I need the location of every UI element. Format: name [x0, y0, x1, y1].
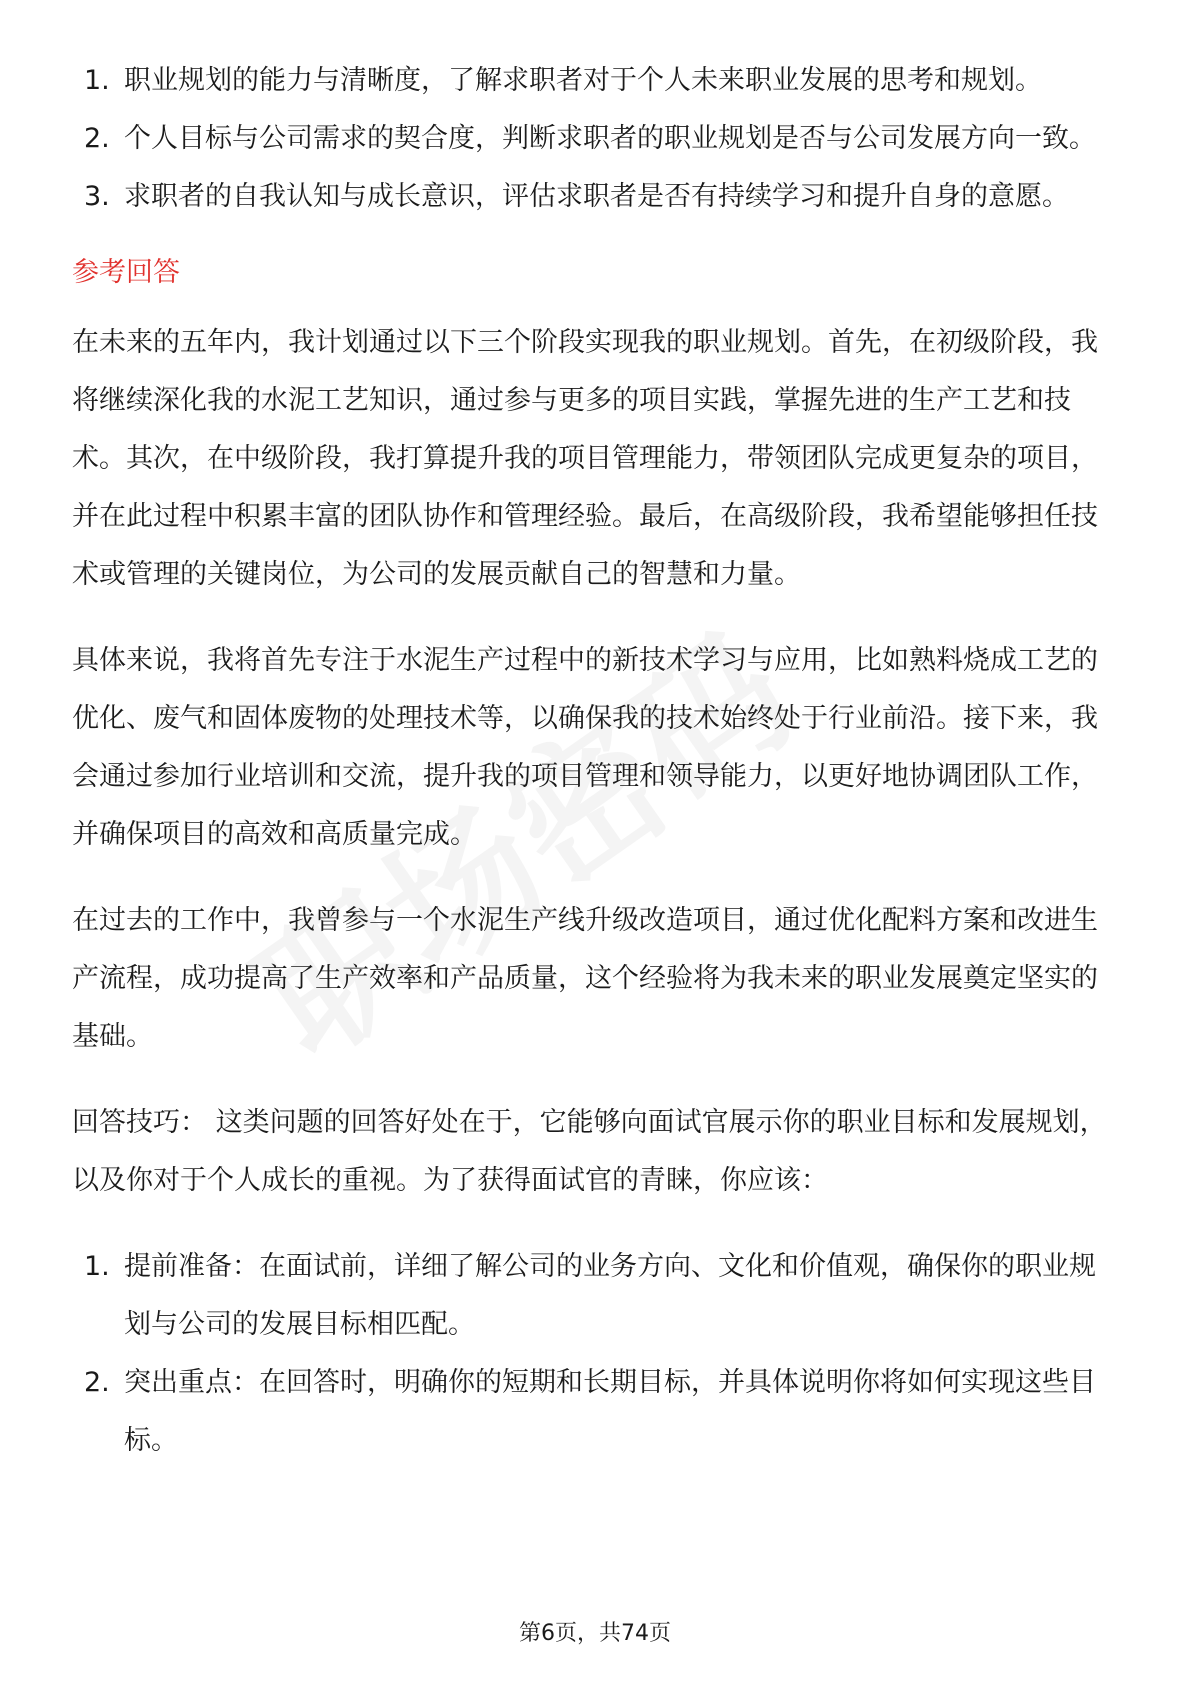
list-item: 1. 职业规划的能力与清晰度，了解求职者对于个人未来职业发展的思考和规划。	[84, 65, 1042, 96]
evaluation-points-list	[72, 52, 1118, 226]
tips-list	[72, 1238, 1118, 1470]
list-item: 2. 突出重点：在回答时，明确你的短期和长期目标，并具体说明你将如何实现这些目标。	[84, 1367, 1096, 1456]
answer-paragraph: 在过去的工作中，我曾参与一个水泥生产线升级改造项目，通过优化配料方案和改进生产流程，成功提高了生产效率和产品质量，这个经验将为我未来的职业发展奠定坚实的基础。	[72, 905, 1098, 1052]
list-item: 1. 提前准备：在面试前，详细了解公司的业务方向、文化和价值观，确保你的职业规划与公司的发展目标相匹配。	[84, 1251, 1096, 1340]
answer-paragraph: 在未来的五年内，我计划通过以下三个阶段实现我的职业规划。首先，在初级阶段，我将继续深化我的水泥工艺知识，通过参与更多的项目实践，掌握先进的生产工艺和技术。其次，在中级阶段，我打算提升我的项目管理能力，带领团队完成更复杂的项目，并在此过程中积累丰富的团队协作和管理经验。最后，在高级阶段，我希望能够担任技术或管理的关键岗位，为公司的发展贡献自己的智慧和力量。	[72, 327, 1098, 590]
page-content	[72, 52, 1118, 1488]
tips-intro-paragraph: 回答技巧： 这类问题的回答好处在于，它能够向面试官展示你的职业目标和发展规划，以及你对于个人成长的重视。为了获得面试官的青睐，你应该：	[72, 1107, 1107, 1196]
list-item: 2. 个人目标与公司需求的契合度，判断求职者的职业规划是否与公司发展方向一致。	[84, 123, 1096, 154]
answer-paragraph: 具体来说，我将首先专注于水泥生产过程中的新技术学习与应用，比如熟料烧成工艺的优化、废气和固体废物的处理技术等，以确保我的技术始终处于行业前沿。接下来，我会通过参加行业培训和交流，提升我的项目管理和领导能力，以更好地协调团队工作，并确保项目的高效和高质量完成。	[72, 645, 1098, 850]
page-number-footer: 第6页，共74页	[519, 1621, 671, 1646]
list-item: 3. 求职者的自我认知与成长意识，评估求职者是否有持续学习和提升自身的意愿。	[84, 181, 1069, 212]
section-heading: 参考回答	[72, 257, 180, 288]
